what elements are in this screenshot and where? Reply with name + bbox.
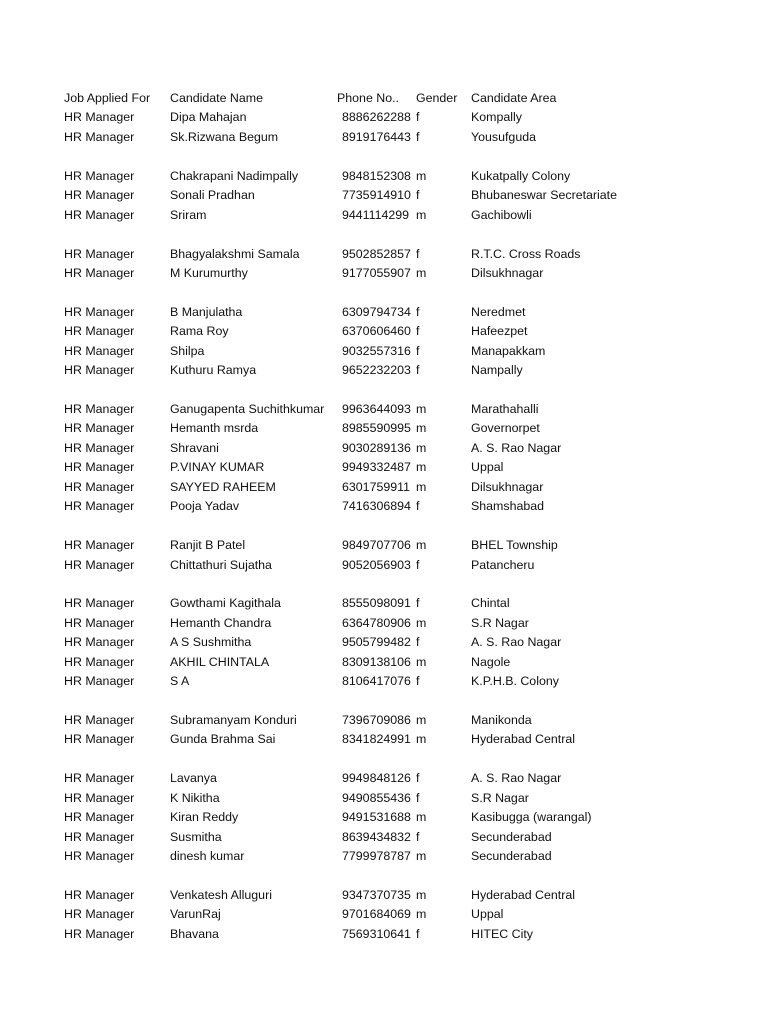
table-row [0, 108, 768, 127]
cell-phone-no: 8555098091 [342, 596, 411, 611]
cell-phone-no: 9347370735 [342, 887, 411, 902]
cell-gender: f [416, 324, 420, 339]
cell-job-applied-for: HR Manager [64, 732, 135, 747]
cell-phone-no: 9177055907 [342, 265, 411, 280]
table-row [0, 886, 768, 905]
cell-gender: f [416, 343, 420, 358]
cell-gender: f [416, 674, 420, 689]
cell-candidate-area: A. S. Rao Nagar [471, 440, 562, 455]
cell-gender: f [416, 188, 420, 203]
table-row [0, 342, 768, 361]
cell-gender: m [416, 168, 427, 183]
cell-gender: m [416, 732, 427, 747]
table-row [0, 186, 768, 205]
cell-phone-no: 7569310641 [342, 926, 411, 941]
cell-candidate-name: Subramanyam Konduri [170, 713, 297, 727]
cell-candidate-area: Bhubaneswar Secretariate [471, 188, 618, 203]
table-row [0, 128, 768, 147]
cell-phone-no: 9848152308 [342, 168, 411, 183]
cell-candidate-name: Sk.Rizwana Begum [170, 129, 279, 144]
cell-job-applied-for: HR Manager [64, 188, 135, 203]
cell-candidate-area: S.R Nagar [471, 790, 529, 805]
cell-candidate-name: Bhavana [170, 926, 219, 941]
cell-gender: f [416, 499, 420, 514]
cell-candidate-name: Gunda Brahma Sai [170, 732, 276, 747]
cell-job-applied-for: HR Manager [64, 557, 135, 572]
cell-job-applied-for: HR Manager [64, 596, 135, 611]
cell-job-applied-for: HR Manager [64, 907, 135, 922]
cell-job-applied-for: HR Manager [64, 674, 135, 689]
cell-phone-no: 9490855436 [342, 790, 411, 805]
cell-job-applied-for: HR Manager [64, 168, 135, 183]
cell-candidate-name: P.VINAY KUMAR [170, 460, 265, 475]
cell-candidate-name: dinesh kumar [170, 849, 245, 864]
cell-phone-no: 9505799482 [342, 635, 411, 650]
blank-row [0, 750, 768, 769]
cell-job-applied-for: HR Manager [64, 440, 135, 455]
cell-candidate-area: S.R Nagar [471, 615, 529, 630]
cell-gender: m [416, 402, 427, 416]
table-row [0, 400, 768, 419]
cell-candidate-name: Bhagyalakshmi Samala [170, 246, 300, 261]
cell-phone-no: 7735914910 [342, 188, 411, 203]
cell-phone-no: 9849707706 [342, 538, 411, 553]
table-row [0, 730, 768, 749]
cell-phone-no: 7396709086 [342, 713, 411, 727]
cell-candidate-area: Marathahalli [471, 402, 539, 416]
cell-phone-no: 6301759911 [342, 479, 410, 494]
table-row [0, 594, 768, 613]
cell-candidate-area: Nampally [471, 363, 523, 378]
cell-candidate-area: Nagole [471, 654, 511, 669]
cell-candidate-name: Dipa Mahajan [170, 110, 247, 125]
cell-candidate-name: Kiran Reddy [170, 810, 239, 825]
cell-phone-no: 7799978787 [342, 849, 411, 864]
table-row [0, 633, 768, 652]
cell-phone-no: 8639434832 [342, 829, 411, 844]
table-row [0, 167, 768, 186]
cell-gender: m [416, 265, 427, 280]
cell-phone-no: 8919176443 [342, 129, 411, 144]
cell-candidate-area: K.P.H.B. Colony [471, 674, 559, 689]
cell-job-applied-for: HR Manager [64, 246, 135, 261]
cell-candidate-name: Shilpa [170, 343, 205, 358]
cell-candidate-name: Sonali Pradhan [170, 188, 255, 203]
cell-gender: f [416, 110, 420, 125]
table-row [0, 828, 768, 847]
cell-phone-no: 6309794734 [342, 304, 411, 319]
cell-phone-no: 7416306894 [342, 499, 411, 514]
cell-job-applied-for: HR Manager [64, 421, 135, 436]
header-candidate-name: Candidate Name [170, 91, 263, 105]
cell-candidate-area: Manapakkam [471, 343, 546, 358]
cell-phone-no: 9441114299 [342, 207, 410, 222]
cell-candidate-area: Governorpet [471, 421, 540, 436]
cell-gender: m [416, 615, 427, 630]
cell-job-applied-for: HR Manager [64, 110, 135, 125]
cell-gender: m [416, 479, 427, 494]
cell-phone-no: 9032557316 [342, 343, 411, 358]
cell-phone-no: 9502852857 [342, 246, 411, 261]
cell-job-applied-for: HR Manager [64, 810, 135, 825]
cell-candidate-name: Hemanth Chandra [170, 615, 272, 630]
cell-gender: m [416, 713, 427, 727]
cell-gender: f [416, 635, 420, 650]
header-row [0, 89, 768, 108]
table-row [0, 536, 768, 555]
cell-phone-no: 9949332487 [342, 460, 411, 475]
cell-gender: f [416, 829, 420, 844]
cell-candidate-name: A S Sushmitha [170, 635, 252, 650]
table-row [0, 769, 768, 788]
blank-row [0, 517, 768, 536]
cell-phone-no: 9701684069 [342, 907, 411, 922]
cell-candidate-area: A. S. Rao Nagar [471, 635, 562, 650]
cell-job-applied-for: HR Manager [64, 926, 135, 941]
cell-phone-no: 8341824991 [342, 732, 411, 747]
table-row [0, 925, 768, 944]
table-row [0, 206, 768, 225]
blank-row [0, 283, 768, 302]
cell-candidate-area: Manikonda [471, 713, 532, 727]
cell-candidate-area: Gachibowli [471, 207, 532, 222]
cell-gender: f [416, 596, 420, 611]
cell-job-applied-for: HR Manager [64, 343, 135, 358]
blank-row [0, 381, 768, 400]
cell-phone-no: 9052056903 [342, 557, 411, 572]
cell-candidate-area: Chintal [471, 596, 510, 611]
cell-gender: m [416, 421, 427, 436]
cell-candidate-area: Kasibugga (warangal) [471, 810, 592, 825]
cell-candidate-area: Uppal [471, 460, 504, 475]
table-row [0, 847, 768, 866]
cell-candidate-area: Dilsukhnagar [471, 265, 544, 280]
cell-job-applied-for: HR Manager [64, 771, 135, 786]
table-row [0, 322, 768, 341]
table-row [0, 478, 768, 497]
cell-candidate-name: K Nikitha [170, 790, 220, 805]
header-candidate-area: Candidate Area [471, 91, 557, 105]
cell-gender: f [416, 246, 420, 261]
table-row [0, 905, 768, 924]
cell-job-applied-for: HR Manager [64, 499, 135, 514]
cell-candidate-area: Hafeezpet [471, 324, 528, 339]
cell-candidate-name: Gowthami Kagithala [170, 596, 281, 611]
cell-candidate-name: Venkatesh Alluguri [170, 887, 272, 902]
cell-candidate-name: AKHIL CHINTALA [170, 654, 270, 669]
cell-job-applied-for: HR Manager [64, 635, 135, 650]
cell-candidate-area: Shamshabad [471, 499, 545, 514]
cell-gender: f [416, 926, 420, 941]
table-row [0, 789, 768, 808]
blank-row [0, 867, 768, 886]
blank-row [0, 147, 768, 166]
cell-job-applied-for: HR Manager [64, 460, 135, 475]
cell-job-applied-for: HR Manager [64, 849, 135, 864]
cell-candidate-area: Secunderabad [471, 829, 552, 844]
cell-phone-no: 6364780906 [342, 615, 411, 630]
table-row [0, 439, 768, 458]
cell-candidate-name: Ganugapenta Suchithkumar [170, 402, 325, 416]
header-gender: Gender [416, 91, 458, 105]
cell-candidate-area: R.T.C. Cross Roads [471, 246, 581, 261]
blank-row [0, 225, 768, 244]
cell-candidate-name: VarunRaj [170, 907, 221, 922]
cell-job-applied-for: HR Manager [64, 265, 135, 280]
cell-candidate-area: Kompally [471, 110, 522, 125]
cell-candidate-name: Shravani [170, 440, 219, 455]
cell-gender: f [416, 557, 420, 572]
cell-phone-no: 6370606460 [342, 324, 411, 339]
table-row [0, 672, 768, 691]
cell-candidate-name: Lavanya [170, 771, 217, 786]
cell-job-applied-for: HR Manager [64, 304, 135, 319]
cell-candidate-name: Rama Roy [170, 324, 229, 339]
cell-phone-no: 9491531688 [342, 810, 411, 825]
cell-phone-no: 8309138106 [342, 654, 411, 669]
cell-job-applied-for: HR Manager [64, 654, 135, 669]
cell-phone-no: 8985590995 [342, 421, 411, 436]
cell-candidate-area: BHEL Township [471, 538, 558, 553]
cell-gender: f [416, 771, 420, 786]
header-job-applied-for: Job Applied For [64, 91, 151, 105]
cell-candidate-name: Chakrapani Nadimpally [170, 168, 299, 183]
cell-candidate-name: Sriram [170, 207, 207, 222]
cell-candidate-name: Kuthuru Ramya [170, 363, 257, 378]
cell-phone-no: 8886262288 [342, 110, 411, 125]
cell-candidate-name: S A [170, 674, 190, 689]
cell-job-applied-for: HR Manager [64, 324, 135, 339]
cell-candidate-name: Susmitha [170, 829, 222, 844]
cell-candidate-name: SAYYED RAHEEM [170, 479, 276, 494]
blank-row [0, 575, 768, 594]
cell-gender: m [416, 538, 427, 553]
cell-candidate-area: Kukatpally Colony [471, 168, 571, 183]
candidate-sheet [0, 89, 768, 944]
cell-job-applied-for: HR Manager [64, 538, 135, 553]
table-row [0, 419, 768, 438]
cell-gender: m [416, 207, 427, 222]
cell-phone-no: 9652232203 [342, 363, 411, 378]
cell-candidate-area: Yousufguda [471, 129, 537, 144]
cell-gender: m [416, 460, 427, 475]
cell-gender: m [416, 440, 427, 455]
cell-candidate-area: Hyderabad Central [471, 732, 576, 747]
cell-candidate-area: A. S. Rao Nagar [471, 771, 562, 786]
header-phone-no: Phone No.. [337, 91, 399, 105]
cell-job-applied-for: HR Manager [64, 363, 135, 378]
cell-candidate-name: Chittathuri Sujatha [170, 557, 272, 572]
cell-candidate-name: Hemanth msrda [170, 421, 259, 436]
cell-candidate-area: Secunderabad [471, 849, 552, 864]
cell-gender: m [416, 849, 427, 864]
cell-gender: f [416, 129, 420, 144]
cell-job-applied-for: HR Manager [64, 615, 135, 630]
cell-candidate-area: Neredmet [471, 304, 526, 319]
cell-job-applied-for: HR Manager [64, 887, 135, 902]
cell-candidate-name: M Kurumurthy [170, 265, 248, 280]
table-row [0, 264, 768, 283]
table-row [0, 808, 768, 827]
cell-gender: f [416, 304, 420, 319]
cell-phone-no: 9030289136 [342, 440, 411, 455]
cell-phone-no: 9949848126 [342, 771, 411, 786]
cell-gender: m [416, 810, 427, 825]
cell-phone-no: 8106417076 [342, 674, 411, 689]
cell-phone-no: 9963644093 [342, 402, 411, 416]
cell-candidate-name: B Manjulatha [170, 304, 243, 319]
cell-job-applied-for: HR Manager [64, 829, 135, 844]
cell-candidate-name: Ranjit B Patel [170, 538, 246, 553]
table-row [0, 303, 768, 322]
cell-job-applied-for: HR Manager [64, 207, 135, 222]
table-row [0, 614, 768, 633]
cell-gender: m [416, 654, 427, 669]
cell-candidate-area: Hyderabad Central [471, 887, 576, 902]
candidate-rows [0, 108, 768, 944]
table-row [0, 361, 768, 380]
cell-job-applied-for: HR Manager [64, 479, 135, 494]
cell-job-applied-for: HR Manager [64, 713, 135, 727]
cell-gender: f [416, 363, 420, 378]
cell-gender: m [416, 907, 427, 922]
table-row [0, 497, 768, 516]
table-row [0, 711, 768, 730]
cell-candidate-name: Pooja Yadav [170, 499, 240, 514]
cell-candidate-area: HITEC City [471, 926, 533, 941]
cell-gender: f [416, 790, 420, 805]
cell-candidate-area: Uppal [471, 907, 504, 922]
table-row [0, 458, 768, 477]
table-row [0, 245, 768, 264]
cell-candidate-area: Dilsukhnagar [471, 479, 544, 494]
cell-gender: m [416, 887, 427, 902]
cell-job-applied-for: HR Manager [64, 402, 135, 416]
cell-job-applied-for: HR Manager [64, 129, 135, 144]
cell-candidate-area: Patancheru [471, 557, 535, 572]
table-row [0, 556, 768, 575]
blank-row [0, 692, 768, 711]
cell-job-applied-for: HR Manager [64, 790, 135, 805]
table-row [0, 653, 768, 672]
